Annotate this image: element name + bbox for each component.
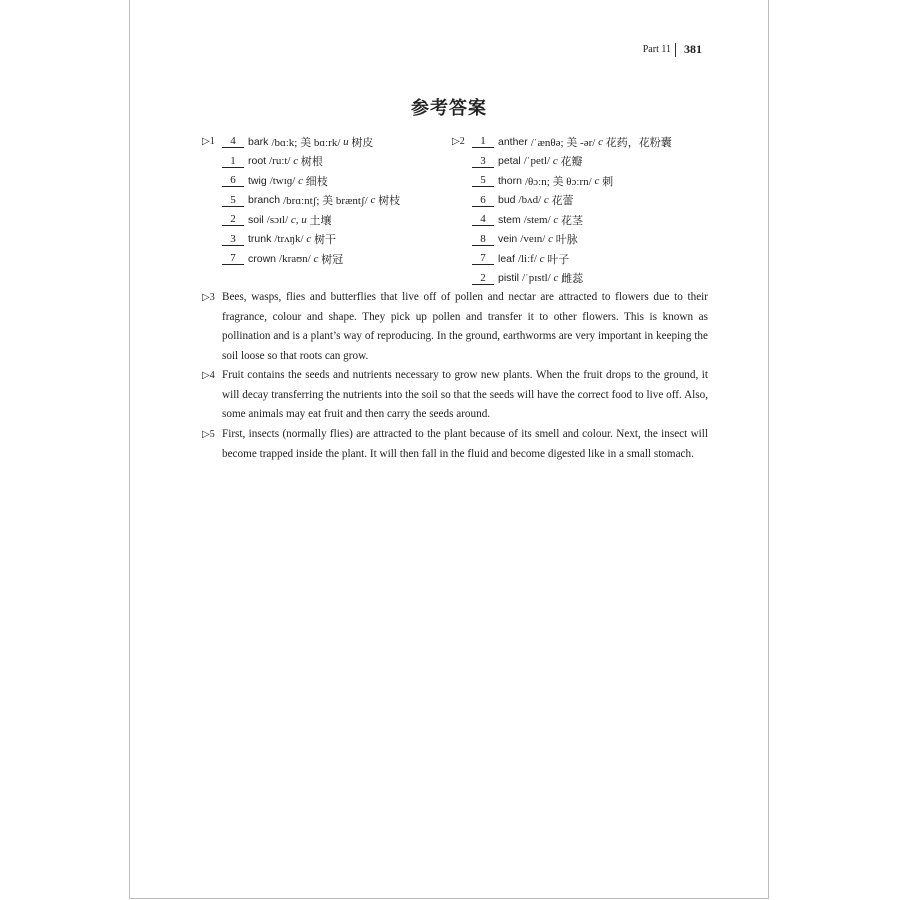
answer-blank: 7: [472, 252, 494, 265]
chinese-meaning: 花蕾: [551, 195, 574, 208]
chinese-meaning: 花瓣: [560, 156, 583, 169]
q3-answer: [202, 288, 708, 366]
vocab-word: petal: [498, 155, 521, 168]
list-item: [452, 191, 722, 211]
vocab-word: pistil: [498, 272, 520, 285]
vocab-word: vein: [498, 233, 518, 246]
part-of-speech: c: [598, 135, 603, 148]
list-item: [202, 210, 442, 230]
chinese-meaning: 叶子: [547, 253, 570, 266]
list-item: [202, 230, 442, 250]
page-number: 381: [684, 42, 702, 56]
answer-blank: 5: [472, 174, 494, 187]
chinese-meaning: 叶脉: [555, 234, 578, 247]
part-of-speech: c: [553, 213, 559, 226]
vocab-word: bark: [248, 135, 269, 148]
list-item: [202, 191, 442, 211]
vocab-word: bud: [498, 194, 516, 207]
chinese-meaning: 树根: [300, 156, 323, 169]
answer-blank: 8: [472, 233, 494, 246]
part-of-speech: c: [293, 155, 299, 168]
list-item: [452, 171, 722, 191]
vocab-word: crown: [248, 252, 277, 265]
list-item: [452, 230, 722, 250]
chinese-meaning: 花茎: [561, 214, 584, 227]
vocab-word: trunk: [248, 233, 272, 246]
list-item: [452, 249, 722, 269]
list-item: [452, 152, 722, 172]
answer-blank: 5: [222, 194, 244, 207]
chinese-meaning: 树皮: [351, 136, 374, 149]
list-item: [202, 249, 442, 269]
phonetic: /ˈænθə; 美 -ər/: [530, 136, 596, 149]
phonetic: /twɪɡ/: [269, 174, 296, 187]
chinese-meaning: 树冠: [321, 253, 344, 266]
list-item: [202, 171, 442, 191]
q1-label: ▷1: [202, 136, 215, 148]
phonetic: /ˈpɪstl/: [522, 272, 551, 285]
part-of-speech: c: [594, 174, 600, 187]
answer-blank: 1: [222, 155, 244, 168]
phonetic: /kraʊn/: [279, 252, 311, 265]
answer-blank: 6: [222, 174, 244, 187]
vocab-word: soil: [248, 213, 264, 226]
q2-label: ▷2: [452, 136, 465, 148]
q4-text: Fruit contains the seeds and nutrients necessary to grow new plants. When the fruit drops to the ground, it will decay transferring the nutrients into the soil so that the seeds will have the correct food to live off. Also, some animals may eat fruit and then carry the seeds around.: [222, 369, 708, 420]
vocab-word: twig: [248, 174, 267, 187]
list-item: [202, 152, 442, 172]
part-of-speech: c: [298, 174, 303, 187]
phonetic: /veɪn/: [520, 233, 546, 246]
vocab-word: branch: [248, 194, 281, 207]
list-item: [452, 132, 722, 152]
phonetic: /θɔːn; 美 θɔːrn/: [524, 175, 592, 188]
answer-blank: 2: [472, 272, 494, 285]
answer-blank: 6: [472, 194, 494, 207]
list-item: [202, 132, 442, 152]
q5-label: ▷5: [202, 429, 215, 440]
phonetic: /ruːt/: [269, 155, 291, 168]
part-of-speech: c, u: [290, 213, 307, 226]
answer-blank: 3: [222, 233, 244, 246]
answer-blank: 1: [472, 135, 494, 148]
phonetic: /brɑːntʃ; 美 bræntʃ/: [283, 195, 368, 208]
chinese-meaning: 土壤: [309, 214, 332, 227]
q5-answer: [202, 425, 708, 464]
chinese-meaning: 树干: [314, 234, 337, 247]
q1-answer-list: [202, 132, 442, 269]
vocab-word: root: [248, 155, 267, 168]
vocab-word: stem: [498, 213, 521, 226]
answer-blank: 4: [222, 135, 244, 148]
q4-answer: [202, 366, 708, 425]
phonetic: /ˈpetl/: [523, 155, 551, 168]
part-of-speech: u: [343, 135, 349, 148]
q4-label: ▷4: [202, 370, 215, 381]
header-divider: [675, 43, 676, 57]
answer-blank: 4: [472, 213, 494, 226]
chinese-meaning: 雌蕊: [561, 273, 584, 286]
phonetic: /bʌd/: [518, 194, 542, 207]
part-of-speech: c: [543, 194, 549, 207]
chinese-meaning: 细枝: [305, 175, 328, 188]
page-title: 参考答案: [411, 98, 487, 119]
answer-blank: 3: [472, 155, 494, 168]
list-item: [452, 210, 722, 230]
part-of-speech: c: [552, 155, 558, 168]
vocab-word: leaf: [498, 252, 515, 265]
answer-blank: 7: [222, 252, 244, 265]
chinese-meaning: 刺: [602, 175, 614, 188]
q5-text: First, insects (normally flies) are attracted to the plant because of its smell and colour. Next, the insect will become trapped inside the plant. It will then fall in the fluid and become digested like in a small stomach.: [222, 428, 708, 460]
vocab-word: anther: [498, 135, 528, 148]
answer-blank: 2: [222, 213, 244, 226]
chinese-meaning: 树枝: [378, 195, 401, 208]
part-of-speech: c: [553, 272, 559, 285]
book-page: [129, 0, 769, 899]
page-header: [643, 42, 702, 57]
phonetic: /stem/: [523, 213, 551, 226]
part-of-speech: c: [306, 233, 312, 246]
q3-text: Bees, wasps, flies and butterflies that live off of pollen and nectar are attracted to flowers due to their fragrance, colour and shape. They pick up pollen and transfer it to other flowers. This is known as pollination and is a plant’s way of reproducing. In the ground, earthworms are very important in keeping the soil loose so that roots can grow.: [222, 291, 708, 362]
chinese-meaning: 花药，花粉囊: [605, 136, 672, 149]
phonetic: /sɔɪl/: [266, 213, 289, 226]
part-of-speech: c: [539, 252, 545, 265]
part-label: Part 11: [642, 44, 671, 55]
phonetic: /liːf/: [517, 252, 537, 265]
phonetic: /trʌŋk/: [274, 233, 304, 246]
part-of-speech: c: [313, 252, 319, 265]
q2-answer-list: [452, 132, 722, 288]
list-item: [452, 269, 722, 289]
phonetic: /bɑːk; 美 bɑːrk/: [271, 136, 341, 149]
q3-label: ▷3: [202, 292, 215, 303]
part-of-speech: c: [548, 233, 553, 246]
vocab-word: thorn: [498, 174, 522, 187]
part-of-speech: c: [370, 194, 376, 207]
